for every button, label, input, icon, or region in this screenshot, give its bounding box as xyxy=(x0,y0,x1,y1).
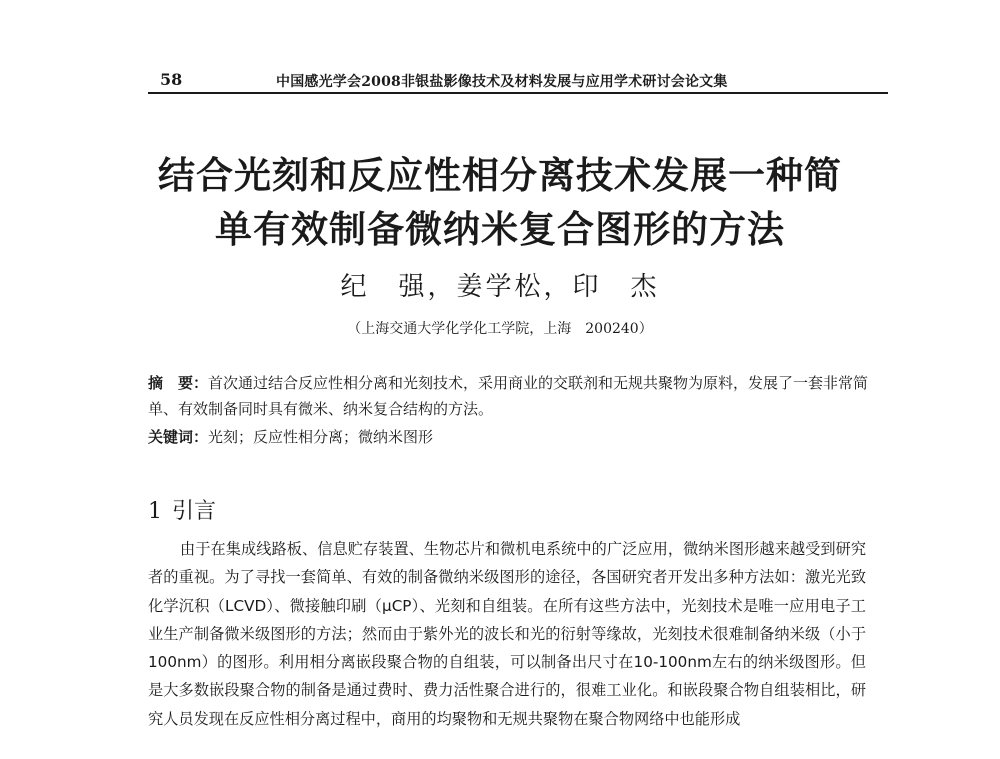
section-heading xyxy=(148,494,216,525)
affiliation: （上海交通大学化学化工学院，上海 200240） xyxy=(347,321,653,337)
title-line-2: 单有效制备微纳米复合图形的方法 xyxy=(215,207,785,251)
paper-title xyxy=(100,148,900,256)
keywords xyxy=(148,424,883,450)
title-line-1: 结合光刻和反应性相分离技术发展一种简 xyxy=(158,153,842,197)
body-paragraph: 由于在集成线路板、信息贮存装置、生物芯片和微机电系统中的广泛应用，微纳米图形越来越受到研究者的重视。为了寻找一套简单、有效的制备微纳米级图形的途径，各国研究者开发出多种方法如：激光光致化学沉积（LCVD）、微接触印刷（μCP）、光刻和自组装。在所有这些方法中，光刻技术是唯一应用电子工业生产制备微米级图形的方法；然而由于紫外光的波长和光的衍射等缘故，光刻技术很难制备纳米级（小于100nm）的图形。利用相分离嵌段聚合物的自组装，可以制备出尺寸在10-100nm左右的纳米级图形。但是大多数嵌段聚合物的制备是通过费时、费力活性聚合进行的，很难工业化。和嵌段聚合物自组装相比，研究人员发现在反应性相分离过程中，商用的均聚物和无规共聚物在聚合物网络中也能形成 xyxy=(148,540,866,728)
abstract-text: 首次通过结合反应性相分离和光刻技术，采用商业的交联剂和无规共聚物为原料，发展了一套非常简单、有效制备同时具有微米、纳米复合结构的方法。 xyxy=(148,374,869,418)
page-number: 58 xyxy=(160,70,183,89)
header-rule xyxy=(148,92,888,94)
abstract-label: 摘 要： xyxy=(148,374,209,392)
section-number: 1 xyxy=(148,499,162,524)
running-header xyxy=(148,66,888,94)
keywords-text: 光刻；反应性相分离；微纳米图形 xyxy=(208,428,434,446)
journal-title: 中国感光学会2008非银盐影像技术及材料发展与应用学术研讨会论文集 xyxy=(276,74,728,90)
keywords-label: 关键词： xyxy=(148,428,209,446)
abstract xyxy=(148,370,883,422)
section-title: 引言 xyxy=(172,499,217,524)
authors: 纪 强，姜学松，印 杰 xyxy=(340,272,660,302)
